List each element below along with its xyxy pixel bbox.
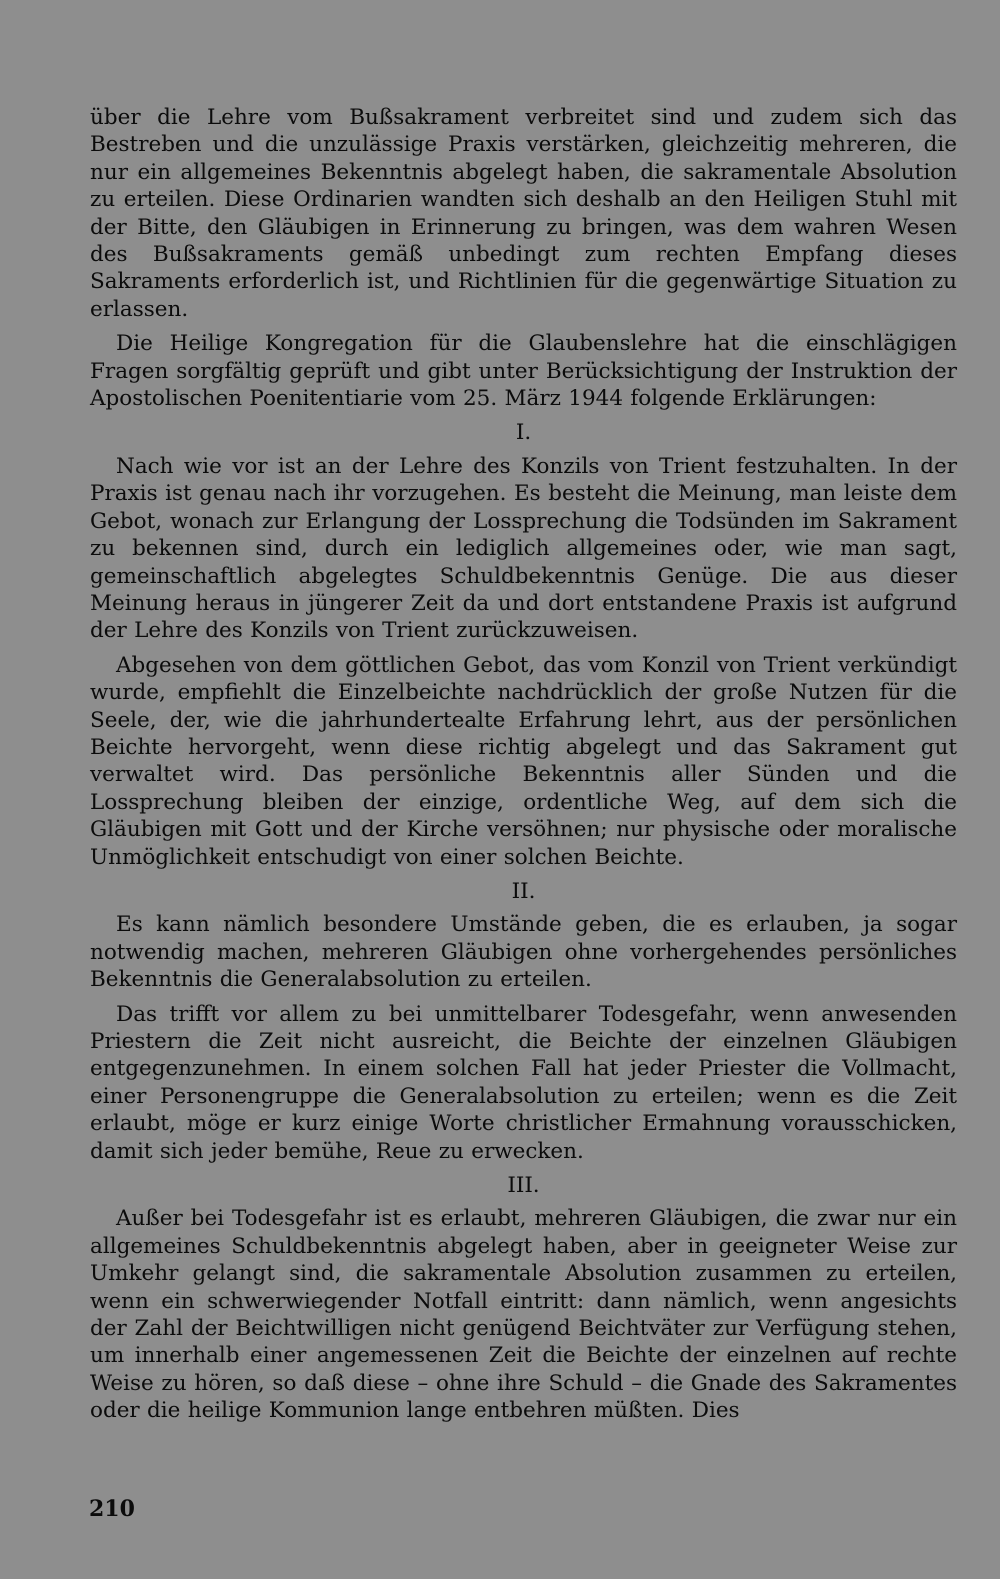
paragraph: Das trifft vor allem zu bei unmittelbarer Todesgefahr, wenn anwesenden Priestern die Zeit nicht ausreicht, die Beichte der einzelnen Gläubigen entgegenzunehmen. In einem solchen Fall hat jeder Priester die Vollmacht, einer Personengruppe die Generalabsolution zu erteilen; wenn es die Zeit erlaubt, möge er kurz einige Worte christlicher Ermahnung vorausschicken, damit sich jeder bemühe, Reue zu erwecken. [90,1001,957,1164]
body-text [90,104,957,1432]
paragraph: Nach wie vor ist an der Lehre des Konzils von Trient festzuhalten. In der Praxis ist genau nach ihr vorzugehen. Es besteht die Meinung, man leiste dem Gebot, wonach zur Erlangung der Lossprechung die Todsünden im Sakrament zu bekennen sind, durch ein lediglich allgemeines oder, wie man sagt, gemeinschaftlich abgelegtes Schuldbekenntnis Genüge. Die aus dieser Meinung heraus in jüngerer Zeit da und dort entstandene Praxis ist aufgrund der Lehre des Konzils von Trient zurückzuweisen. [90,453,957,644]
section-heading: II. [511,878,536,904]
paragraph: über die Lehre vom Bußsakrament verbreitet sind und zudem sich das Bestreben und die unzulässige Praxis verstärken, gleichzeitig mehreren, die nur ein allgemeines Bekenntnis abgelegt haben, die sakramentale Absolution zu erteilen. Diese Ordinarien wandten sich deshalb an den Heiligen Stuhl mit der Bitte, den Gläubigen in Erinnerung zu bringen, was dem wahren Wesen des Bußsakraments gemäß unbedingt zum rechten Empfang dieses Sakraments erforderlich ist, und Richtlinien für die gegenwärtige Situation zu erlassen. [90,105,957,322]
section-heading: III. [507,1173,540,1199]
page-number: 210 [89,1496,135,1522]
paragraph: Es kann nämlich besondere Umstände geben, die es erlauben, ja sogar notwendig machen, mehreren Gläubigen ohne vorhergehendes persönliches Bekenntnis die Generalabsolution zu erteilen. [90,912,957,993]
paragraph: Die Heilige Kongregation für die Glaubenslehre hat die einschlägigen Fragen sorgfältig geprüft und gibt unter Berücksichtigung der Instruktion der Apostolischen Poenitentiarie vom 25. März 1944 folgende Erklärungen: [90,331,957,412]
paragraph: Außer bei Todesgefahr ist es erlaubt, mehreren Gläubigen, die zwar nur ein allgemeines Schuldbekenntnis abgelegt haben, aber in geeigneter Weise zur Umkehr gelangt sind, die sakramentale Absolution zusammen zu erteilen, wenn ein schwerwiegender Notfall eintritt: dann nämlich, wenn angesichts der Zahl der Beichtwilligen nicht genügend Beichtväter zur Verfügung stehen, um innerhalb einer angemessenen Zeit die Beichte der einzelnen auf rechte Weise zu hören, so daß diese – ohne ihre Schuld – die Gnade des Sakramentes oder die heilige Kommunion lange entbehren müßten. Dies [90,1206,957,1424]
paragraph: Abgesehen von dem göttlichen Gebot, das vom Konzil von Trient verkündigt wurde, empfiehlt die Einzelbeichte nachdrücklich der große Nutzen für die Seele, der, wie die jahrhundertealte Erfahrung lehrt, aus der persönlichen Beichte hervorgeht, wenn diese richtig abgelegt und das Sakrament gut verwaltet wird. Das persönliche Bekenntnis aller Sünden und die Lossprechung bleiben der einzige, ordentliche Weg, auf dem sich die Gläubigen mit Gott und der Kirche versöhnen; nur physische oder moralische Unmöglichkeit entschudigt von einer solchen Beichte. [90,652,957,870]
section-heading: I. [515,420,532,446]
